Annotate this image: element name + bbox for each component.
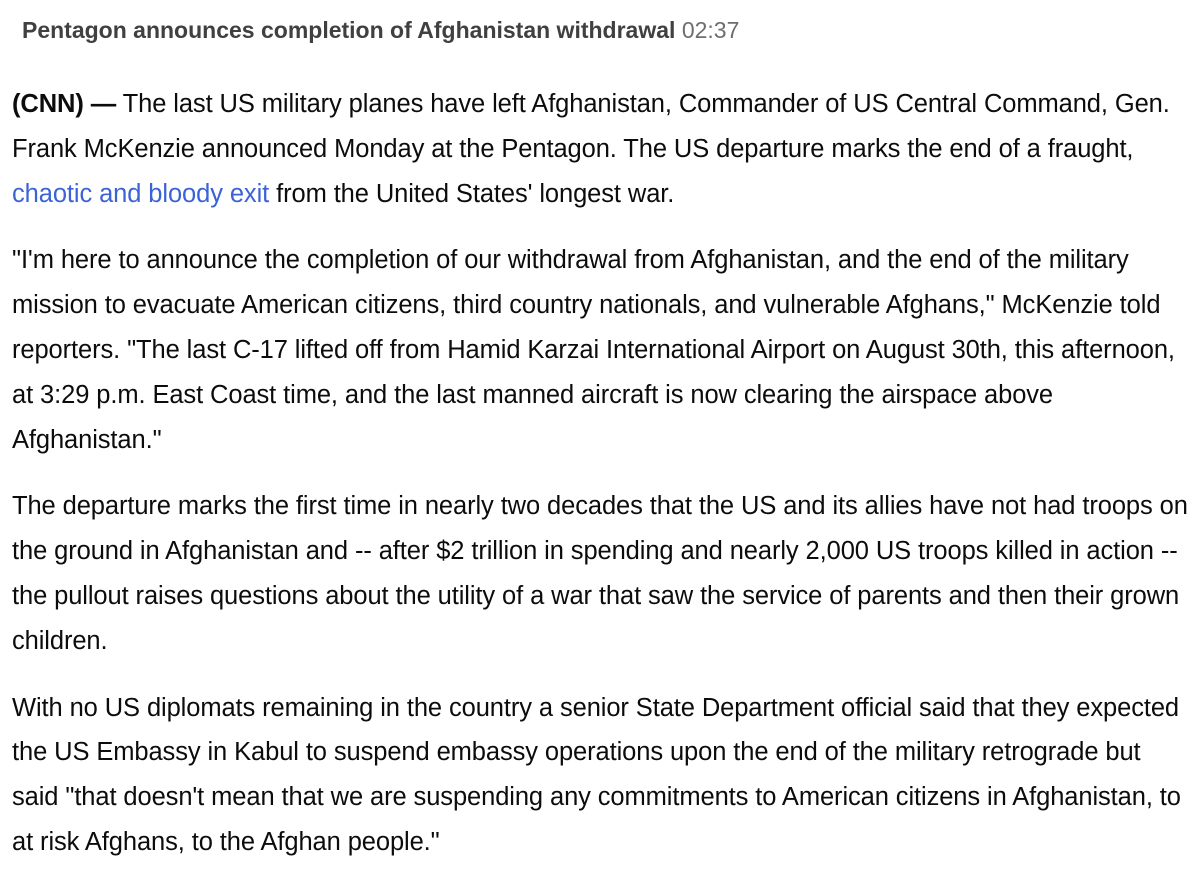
- dateline: (CNN) —: [12, 90, 117, 118]
- article-paragraph-2: "I'm here to announce the completion of our withdrawal from Afghanistan, and the end of the military mission to evacuate American citizens, third country nationals, and vulnerable Afghans," McKenzie told reporters. "The last C-17 lifted off from Hamid Karzai International Airport on August 30th, this afternoon, at 3:29 p.m. East Coast time, and the last manned aircraft is now clearing the airspace above Afghanistan.": [12, 246, 1175, 454]
- article-paragraph-4: With no US diplomats remaining in the country a senior State Department official said that they expected the US Embassy in Kabul to suspend embassy operations upon the end of the military retrograde but said "that doesn't mean that we are suspending any commitments to American citizens in Afghanistan, to at risk Afghans, to the Afghan people.": [12, 693, 1181, 856]
- paragraph-1-text-before-link: The last US military planes have left Afghanistan, Commander of US Central Command, Gen. Frank McKenzie announced Monday at the Pentagon. The US departure marks the end of a fraught,: [12, 90, 1170, 163]
- video-caption[interactable]: [22, 14, 739, 46]
- article-paragraph-1: [12, 82, 1192, 216]
- video-duration: 02:37: [681, 17, 740, 43]
- paragraph-1-text-after-link: from the United States' longest war.: [269, 179, 675, 208]
- chaotic-exit-link[interactable]: chaotic and bloody exit: [12, 179, 270, 208]
- video-title[interactable]: Pentagon announces completion of Afghanistan withdrawal: [22, 17, 676, 43]
- article-body: [12, 82, 1192, 887]
- article-paragraph-3: The departure marks the first time in nearly two decades that the US and its allies have not had troops on the ground in Afghanistan and -- after $2 trillion in spending and nearly 2,000 US troops killed in action -- the pullout raises questions about the utility of a war that saw the service of parents and then their grown children.: [12, 492, 1188, 655]
